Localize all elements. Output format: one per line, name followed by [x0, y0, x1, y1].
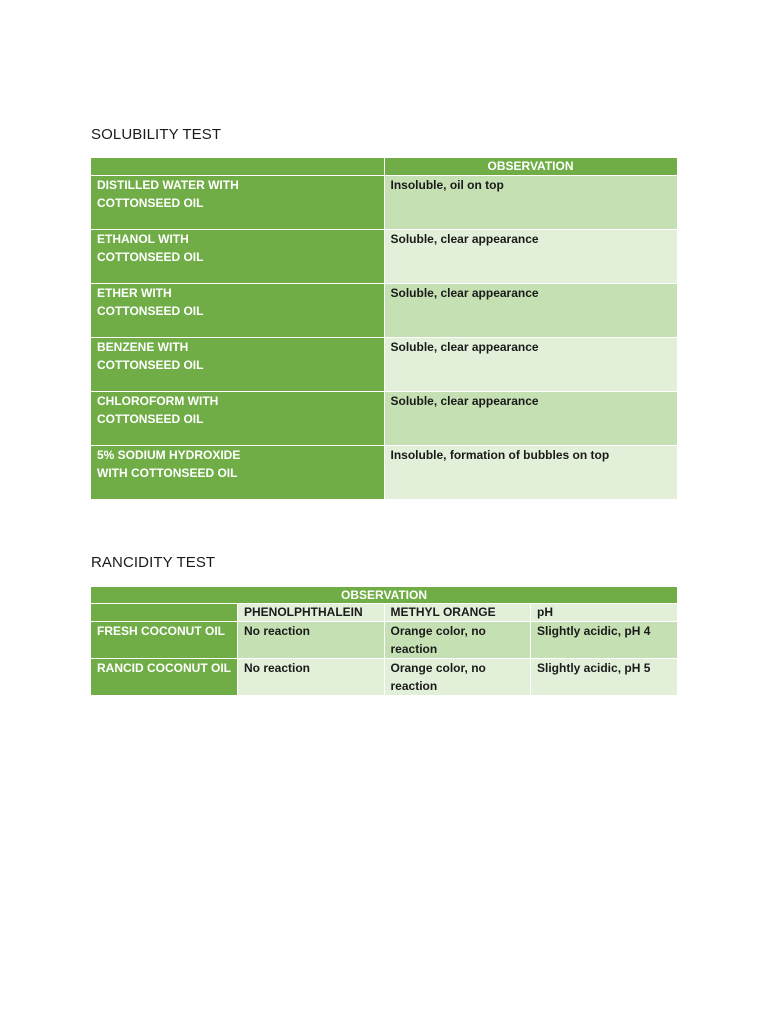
row-label-line: COTTONSEED OIL	[97, 195, 204, 210]
row-header	[91, 230, 384, 284]
row-header	[91, 392, 384, 446]
table-row	[91, 176, 677, 230]
rancidity-table	[91, 587, 677, 695]
observation-cell: Insoluble, oil on top	[384, 176, 677, 230]
table-row	[91, 338, 677, 392]
table-row	[91, 230, 677, 284]
observation-cell: Insoluble, formation of bubbles on top	[384, 446, 677, 500]
row-label-line: CHLOROFORM WITH	[97, 394, 219, 408]
phenolphthalein-cell: No reaction	[238, 659, 385, 696]
cell-line: reaction	[390, 678, 438, 693]
row-label-line: COTTONSEED OIL	[97, 249, 204, 264]
cell-line: Orange color, no	[390, 624, 486, 638]
row-label-line: WITH COTTONSEED OIL	[97, 465, 238, 480]
row-header	[91, 338, 384, 392]
row-label-line: BENZENE WITH	[97, 340, 189, 354]
table-row	[91, 392, 677, 446]
table-row	[91, 446, 677, 500]
row-label-line: COTTONSEED OIL	[97, 357, 204, 372]
row-header	[91, 176, 384, 230]
observation-cell: Soluble, clear appearance	[384, 392, 677, 446]
column-header-blank	[91, 604, 238, 622]
solubility-table	[91, 158, 678, 499]
row-label-line: 5% SODIUM HYDROXIDE	[97, 448, 241, 462]
solubility-test-title: SOLUBILITY TEST	[91, 126, 222, 143]
row-header	[91, 284, 384, 338]
methyl-orange-cell	[384, 622, 531, 659]
observation-cell: Soluble, clear appearance	[384, 230, 677, 284]
rancidity-test-title: RANCIDITY TEST	[91, 554, 216, 571]
row-header	[91, 446, 384, 500]
cell-line: reaction	[390, 641, 438, 656]
table-header-row	[91, 158, 677, 176]
column-header-row	[91, 604, 677, 622]
column-header-ph: pH	[531, 604, 678, 622]
row-label-line: COTTONSEED OIL	[97, 411, 204, 426]
observation-cell: Soluble, clear appearance	[384, 338, 677, 392]
header-observation: OBSERVATION	[91, 587, 677, 604]
column-header-methyl-orange: METHYL ORANGE	[384, 604, 531, 622]
header-blank-cell	[91, 158, 384, 176]
table-row	[91, 284, 677, 338]
row-label-line: ETHER WITH	[97, 286, 172, 300]
row-label-line: COTTONSEED OIL	[97, 303, 204, 318]
header-observation: OBSERVATION	[384, 158, 677, 176]
column-header-phenolphthalein: PHENOLPHTHALEIN	[238, 604, 385, 622]
observation-cell: Soluble, clear appearance	[384, 284, 677, 338]
ph-cell: Slightly acidic, pH 4	[531, 622, 678, 659]
cell-line: Orange color, no	[390, 661, 486, 675]
phenolphthalein-cell: No reaction	[238, 622, 385, 659]
table-header-row	[91, 587, 677, 604]
row-header: FRESH COCONUT OIL	[91, 622, 238, 659]
methyl-orange-cell	[384, 659, 531, 696]
row-header: RANCID COCONUT OIL	[91, 659, 238, 696]
ph-cell: Slightly acidic, pH 5	[531, 659, 678, 696]
row-label-line: ETHANOL WITH	[97, 232, 189, 246]
table-row	[91, 659, 677, 696]
row-label-line: DISTILLED WATER WITH	[97, 178, 239, 192]
table-row	[91, 622, 677, 659]
